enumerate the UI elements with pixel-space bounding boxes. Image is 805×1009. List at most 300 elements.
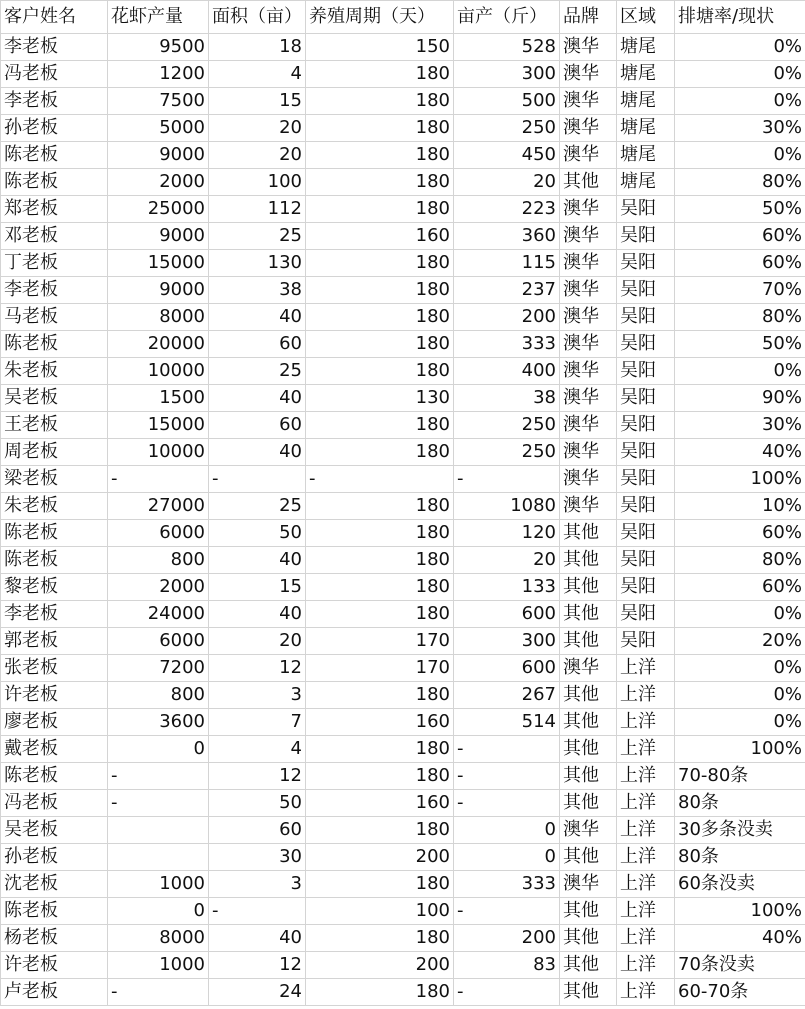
table-cell[interactable]: 500 (454, 88, 560, 115)
table-cell[interactable]: 800 (108, 682, 209, 709)
table-cell[interactable]: 吴阳 (617, 520, 675, 547)
table-cell[interactable]: 0% (675, 88, 805, 115)
table-cell[interactable]: 80% (675, 547, 805, 574)
table-cell[interactable]: 上洋 (617, 925, 675, 952)
table-cell[interactable]: 丁老板 (1, 250, 108, 277)
column-header-2[interactable]: 面积（亩） (209, 1, 306, 34)
table-cell[interactable]: 其他 (560, 628, 617, 655)
table-cell[interactable]: 12 (209, 952, 306, 979)
table-row (1, 61, 805, 88)
table-cell[interactable]: 上洋 (617, 709, 675, 736)
table-cell[interactable]: 30% (675, 412, 805, 439)
table-cell[interactable]: 吴阳 (617, 547, 675, 574)
table-cell[interactable]: 600 (454, 601, 560, 628)
column-header-6[interactable]: 区域 (617, 1, 675, 34)
table-cell[interactable]: 83 (454, 952, 560, 979)
table-cell[interactable]: 40% (675, 439, 805, 466)
table-cell[interactable]: 180 (306, 331, 454, 358)
table-cell[interactable]: 澳华 (560, 385, 617, 412)
table-cell[interactable]: 50% (675, 331, 805, 358)
table-cell[interactable]: 其他 (560, 169, 617, 196)
table-cell[interactable]: 180 (306, 142, 454, 169)
table-cell[interactable]: 180 (306, 763, 454, 790)
table-cell[interactable]: 40% (675, 925, 805, 952)
table-cell[interactable]: 其他 (560, 520, 617, 547)
table-cell[interactable]: 陈老板 (1, 898, 108, 925)
table-cell[interactable]: 250 (454, 412, 560, 439)
table-cell[interactable]: 12 (209, 655, 306, 682)
table-cell[interactable]: 80条 (675, 790, 805, 817)
table-cell[interactable]: 180 (306, 520, 454, 547)
table-cell[interactable]: 150 (306, 34, 454, 61)
column-header-5[interactable]: 品牌 (560, 1, 617, 34)
table-cell[interactable]: 其他 (560, 709, 617, 736)
table-cell[interactable]: 塘尾 (617, 88, 675, 115)
table-cell[interactable]: 吴阳 (617, 385, 675, 412)
table-cell[interactable]: 20 (454, 169, 560, 196)
table-cell[interactable]: 澳华 (560, 358, 617, 385)
table-cell[interactable]: 100 (209, 169, 306, 196)
table-cell[interactable]: 100% (675, 466, 805, 493)
table-cell[interactable]: 0 (454, 817, 560, 844)
table-cell[interactable]: 李老板 (1, 34, 108, 61)
table-cell[interactable]: 李老板 (1, 88, 108, 115)
table-cell[interactable]: 400 (454, 358, 560, 385)
table-cell[interactable]: 吴阳 (617, 223, 675, 250)
table-cell[interactable]: 1080 (454, 493, 560, 520)
table-cell[interactable]: 陈老板 (1, 169, 108, 196)
column-header-4[interactable]: 亩产（斤） (454, 1, 560, 34)
table-cell[interactable]: 60% (675, 520, 805, 547)
table-cell[interactable]: 其他 (560, 844, 617, 871)
table-cell[interactable]: 100% (675, 898, 805, 925)
table-cell[interactable]: 18 (209, 34, 306, 61)
table-cell[interactable]: 27000 (108, 493, 209, 520)
table-cell[interactable]: 40 (209, 925, 306, 952)
table-cell[interactable]: 200 (306, 952, 454, 979)
table-cell[interactable]: 卢老板 (1, 979, 108, 1006)
table-cell[interactable]: 180 (306, 304, 454, 331)
table-cell[interactable]: 25 (209, 493, 306, 520)
table-cell[interactable]: 其他 (560, 601, 617, 628)
table-cell[interactable]: 0% (675, 358, 805, 385)
table-cell[interactable]: 1000 (108, 952, 209, 979)
table-cell[interactable]: - (108, 979, 209, 1006)
table-cell[interactable]: 180 (306, 277, 454, 304)
table-cell[interactable]: - (454, 790, 560, 817)
table-cell[interactable]: 澳华 (560, 304, 617, 331)
table-cell[interactable]: 7500 (108, 88, 209, 115)
table-cell[interactable]: 60 (209, 331, 306, 358)
table-cell[interactable]: 李老板 (1, 601, 108, 628)
table-cell[interactable]: 廖老板 (1, 709, 108, 736)
table-cell[interactable]: 24 (209, 979, 306, 1006)
table-cell[interactable]: 孙老板 (1, 115, 108, 142)
table-row (1, 871, 805, 898)
table-cell[interactable]: 许老板 (1, 952, 108, 979)
table-cell[interactable]: 60-70条 (675, 979, 805, 1006)
table-cell[interactable]: 0 (108, 898, 209, 925)
table-cell[interactable]: 120 (454, 520, 560, 547)
table-cell[interactable]: 800 (108, 547, 209, 574)
table-cell[interactable]: 80% (675, 169, 805, 196)
table-cell[interactable]: 澳华 (560, 115, 617, 142)
table-cell[interactable]: 160 (306, 223, 454, 250)
table-cell[interactable]: 0% (675, 682, 805, 709)
table-cell[interactable]: 澳华 (560, 223, 617, 250)
table-cell[interactable]: 上洋 (617, 682, 675, 709)
table-cell[interactable]: - (454, 763, 560, 790)
table-cell[interactable]: 黎老板 (1, 574, 108, 601)
column-header-0[interactable]: 客户姓名 (1, 1, 108, 34)
table-cell[interactable]: 200 (306, 844, 454, 871)
table-cell[interactable]: 梁老板 (1, 466, 108, 493)
table-cell[interactable]: 上洋 (617, 655, 675, 682)
table-cell[interactable]: 70-80条 (675, 763, 805, 790)
table-cell[interactable]: 180 (306, 574, 454, 601)
table-cell[interactable]: 朱老板 (1, 358, 108, 385)
table-cell[interactable]: 5000 (108, 115, 209, 142)
table-cell[interactable]: 塘尾 (617, 169, 675, 196)
table-cell[interactable]: 170 (306, 628, 454, 655)
table-cell[interactable]: 180 (306, 196, 454, 223)
table-cell[interactable]: 200 (454, 925, 560, 952)
table-cell[interactable]: 上洋 (617, 790, 675, 817)
table-cell[interactable]: 上洋 (617, 898, 675, 925)
table-cell[interactable]: 9000 (108, 277, 209, 304)
table-cell[interactable]: 吴老板 (1, 817, 108, 844)
table-cell[interactable]: 0% (675, 601, 805, 628)
table-cell[interactable]: 周老板 (1, 439, 108, 466)
table-cell[interactable]: 其他 (560, 952, 617, 979)
table-cell[interactable]: 塘尾 (617, 61, 675, 88)
table-cell[interactable]: 12 (209, 763, 306, 790)
table-cell[interactable]: 上洋 (617, 979, 675, 1006)
table-cell[interactable]: - (306, 466, 454, 493)
table-cell[interactable]: 4 (209, 61, 306, 88)
table-cell[interactable]: 4 (209, 736, 306, 763)
table-cell[interactable]: 塘尾 (617, 142, 675, 169)
table-cell[interactable]: 170 (306, 655, 454, 682)
table-cell[interactable]: 180 (306, 88, 454, 115)
table-cell[interactable]: 160 (306, 709, 454, 736)
table-cell[interactable]: 其他 (560, 979, 617, 1006)
table-cell[interactable]: 其他 (560, 790, 617, 817)
table-cell[interactable]: 180 (306, 736, 454, 763)
table-cell[interactable]: 25 (209, 223, 306, 250)
table-cell[interactable]: 其他 (560, 736, 617, 763)
table-cell[interactable]: 吴阳 (617, 358, 675, 385)
table-cell[interactable]: 38 (454, 385, 560, 412)
table-cell[interactable]: 180 (306, 871, 454, 898)
table-cell[interactable]: 0 (454, 844, 560, 871)
table-cell[interactable]: 15000 (108, 412, 209, 439)
table-cell[interactable]: - (454, 736, 560, 763)
table-cell[interactable]: 杨老板 (1, 925, 108, 952)
table-cell[interactable]: 3 (209, 871, 306, 898)
table-cell[interactable]: 130 (209, 250, 306, 277)
table-cell[interactable]: 上洋 (617, 871, 675, 898)
table-cell[interactable]: 70% (675, 277, 805, 304)
table-cell[interactable]: 180 (306, 412, 454, 439)
table-cell[interactable]: 30多条没卖 (675, 817, 805, 844)
table-cell[interactable]: 130 (306, 385, 454, 412)
table-row (1, 196, 805, 223)
table-cell[interactable]: 2000 (108, 574, 209, 601)
table-cell[interactable]: 吴阳 (617, 493, 675, 520)
table-cell[interactable]: 上洋 (617, 736, 675, 763)
table-cell[interactable]: - (108, 790, 209, 817)
table-cell[interactable]: 吴阳 (617, 196, 675, 223)
table-cell[interactable]: 吴阳 (617, 601, 675, 628)
table-cell[interactable]: 60 (209, 817, 306, 844)
table-cell[interactable]: 其他 (560, 682, 617, 709)
table-cell[interactable]: 许老板 (1, 682, 108, 709)
table-cell[interactable]: 250 (454, 115, 560, 142)
table-cell[interactable]: 1000 (108, 871, 209, 898)
table-cell[interactable]: 吴阳 (617, 277, 675, 304)
table-cell[interactable]: 吴阳 (617, 466, 675, 493)
table-cell[interactable]: 吴阳 (617, 439, 675, 466)
table-cell[interactable]: 300 (454, 61, 560, 88)
table-cell[interactable]: 200 (454, 304, 560, 331)
table-row (1, 898, 805, 925)
table-cell[interactable]: 250 (454, 439, 560, 466)
table-cell[interactable]: 澳华 (560, 655, 617, 682)
table-cell[interactable]: 沈老板 (1, 871, 108, 898)
table-cell[interactable]: 7200 (108, 655, 209, 682)
table-cell[interactable]: 澳华 (560, 34, 617, 61)
table-cell[interactable]: 8000 (108, 925, 209, 952)
table-cell[interactable]: 朱老板 (1, 493, 108, 520)
table-cell[interactable]: 澳华 (560, 277, 617, 304)
table-cell[interactable]: 450 (454, 142, 560, 169)
table-cell[interactable]: 其他 (560, 763, 617, 790)
table-cell[interactable]: 吴阳 (617, 628, 675, 655)
table-cell[interactable]: 60 (209, 412, 306, 439)
table-cell[interactable]: - (209, 898, 306, 925)
table-cell[interactable]: 50 (209, 520, 306, 547)
table-cell[interactable]: 孙老板 (1, 844, 108, 871)
table-cell[interactable]: 塘尾 (617, 34, 675, 61)
table-cell[interactable]: 1200 (108, 61, 209, 88)
table-cell[interactable]: 60% (675, 223, 805, 250)
table-cell[interactable]: 0% (675, 142, 805, 169)
table-cell[interactable]: 其他 (560, 547, 617, 574)
table-cell[interactable]: 8000 (108, 304, 209, 331)
table-cell[interactable] (108, 844, 209, 871)
table-cell[interactable]: 0 (108, 736, 209, 763)
table-cell[interactable]: 180 (306, 547, 454, 574)
table-cell[interactable]: - (108, 466, 209, 493)
table-cell[interactable]: 15 (209, 88, 306, 115)
table-cell[interactable]: 澳华 (560, 196, 617, 223)
table-cell[interactable]: 上洋 (617, 952, 675, 979)
table-cell[interactable]: 10000 (108, 358, 209, 385)
table-cell[interactable]: 6000 (108, 628, 209, 655)
table-cell[interactable]: 50 (209, 790, 306, 817)
table-cell[interactable]: 40 (209, 304, 306, 331)
table-cell[interactable]: 冯老板 (1, 61, 108, 88)
table-cell[interactable]: 0% (675, 655, 805, 682)
table-cell[interactable]: 180 (306, 817, 454, 844)
table-cell[interactable]: 邓老板 (1, 223, 108, 250)
table-cell[interactable]: 王老板 (1, 412, 108, 439)
table-cell[interactable]: 0% (675, 61, 805, 88)
table-cell[interactable]: 514 (454, 709, 560, 736)
table-cell[interactable]: 30 (209, 844, 306, 871)
table-cell[interactable] (108, 817, 209, 844)
table-cell[interactable]: 160 (306, 790, 454, 817)
table-cell[interactable]: 上洋 (617, 763, 675, 790)
table-cell[interactable]: 528 (454, 34, 560, 61)
table-cell[interactable]: 吴阳 (617, 574, 675, 601)
table-cell[interactable]: 6000 (108, 520, 209, 547)
table-cell[interactable]: 40 (209, 601, 306, 628)
table-cell[interactable]: 20 (454, 547, 560, 574)
table-cell[interactable]: 15000 (108, 250, 209, 277)
table-cell[interactable]: 180 (306, 115, 454, 142)
table-cell[interactable]: 267 (454, 682, 560, 709)
column-header-7[interactable]: 排塘率/现状 (675, 1, 805, 34)
table-cell[interactable]: 塘尾 (617, 115, 675, 142)
table-cell[interactable]: - (454, 898, 560, 925)
table-cell[interactable]: 陈老板 (1, 142, 108, 169)
table-cell[interactable]: 180 (306, 682, 454, 709)
table-cell[interactable]: 9000 (108, 223, 209, 250)
table-cell[interactable]: 60% (675, 574, 805, 601)
table-cell[interactable]: 9500 (108, 34, 209, 61)
table-cell[interactable]: 600 (454, 655, 560, 682)
table-cell[interactable]: 100% (675, 736, 805, 763)
table-cell[interactable]: 戴老板 (1, 736, 108, 763)
table-cell[interactable]: 吴阳 (617, 412, 675, 439)
table-cell[interactable]: - (209, 466, 306, 493)
table-cell[interactable]: 180 (306, 169, 454, 196)
table-cell[interactable]: 上洋 (617, 817, 675, 844)
table-cell[interactable]: 20 (209, 142, 306, 169)
table-cell[interactable]: 180 (306, 250, 454, 277)
table-cell[interactable]: 澳华 (560, 331, 617, 358)
table-cell[interactable]: 澳华 (560, 142, 617, 169)
table-cell[interactable]: 1500 (108, 385, 209, 412)
table-cell[interactable]: 李老板 (1, 277, 108, 304)
table-cell[interactable]: 陈老板 (1, 520, 108, 547)
table-cell[interactable]: 40 (209, 385, 306, 412)
table-cell[interactable]: 3 (209, 682, 306, 709)
table-cell[interactable]: 90% (675, 385, 805, 412)
table-cell[interactable]: 80% (675, 304, 805, 331)
table-cell[interactable]: 10000 (108, 439, 209, 466)
table-cell[interactable]: 300 (454, 628, 560, 655)
table-cell[interactable]: 180 (306, 61, 454, 88)
table-cell[interactable]: 180 (306, 493, 454, 520)
table-cell[interactable]: 20 (209, 115, 306, 142)
table-cell[interactable]: 张老板 (1, 655, 108, 682)
table-cell[interactable]: 上洋 (617, 844, 675, 871)
table-cell[interactable]: 223 (454, 196, 560, 223)
table-cell[interactable]: 澳华 (560, 250, 617, 277)
table-cell[interactable]: 60% (675, 250, 805, 277)
table-cell[interactable]: 60条没卖 (675, 871, 805, 898)
table-cell[interactable]: 陈老板 (1, 763, 108, 790)
table-cell[interactable]: 50% (675, 196, 805, 223)
table-cell[interactable]: 2000 (108, 169, 209, 196)
table-cell[interactable]: 40 (209, 547, 306, 574)
table-cell[interactable]: 澳华 (560, 88, 617, 115)
table-cell[interactable]: 24000 (108, 601, 209, 628)
table-cell[interactable]: - (454, 466, 560, 493)
table-cell[interactable]: 38 (209, 277, 306, 304)
table-cell[interactable]: 澳华 (560, 466, 617, 493)
table-cell[interactable]: 40 (209, 439, 306, 466)
table-cell[interactable]: 澳华 (560, 412, 617, 439)
table-cell[interactable]: 马老板 (1, 304, 108, 331)
table-cell[interactable]: 9000 (108, 142, 209, 169)
table-cell[interactable]: 澳华 (560, 493, 617, 520)
table-cell[interactable]: 10% (675, 493, 805, 520)
table-cell[interactable]: 25 (209, 358, 306, 385)
table-cell[interactable]: 15 (209, 574, 306, 601)
table-cell[interactable]: 0% (675, 709, 805, 736)
table-cell[interactable]: 133 (454, 574, 560, 601)
table-cell[interactable]: 333 (454, 331, 560, 358)
table-cell[interactable]: 7 (209, 709, 306, 736)
table-cell[interactable]: 陈老板 (1, 331, 108, 358)
column-header-1[interactable]: 花虾产量 (108, 1, 209, 34)
table-cell[interactable]: - (108, 763, 209, 790)
column-header-3[interactable]: 养殖周期（天） (306, 1, 454, 34)
table-cell[interactable]: 180 (306, 358, 454, 385)
table-cell[interactable]: 115 (454, 250, 560, 277)
table-cell[interactable]: 20000 (108, 331, 209, 358)
table-cell[interactable]: 澳华 (560, 871, 617, 898)
table-cell[interactable]: 其他 (560, 574, 617, 601)
table-cell[interactable]: 20 (209, 628, 306, 655)
table-cell[interactable]: 112 (209, 196, 306, 223)
table-cell[interactable]: 25000 (108, 196, 209, 223)
table-cell[interactable]: 澳华 (560, 817, 617, 844)
table-cell[interactable]: 其他 (560, 898, 617, 925)
table-cell[interactable]: 360 (454, 223, 560, 250)
table-cell[interactable]: 澳华 (560, 61, 617, 88)
table-cell[interactable]: 100 (306, 898, 454, 925)
table-cell[interactable]: 70条没卖 (675, 952, 805, 979)
table-cell[interactable]: 吴阳 (617, 331, 675, 358)
table-cell[interactable]: 其他 (560, 925, 617, 952)
table-cell[interactable]: 180 (306, 601, 454, 628)
table-cell[interactable]: 吴阳 (617, 250, 675, 277)
table-cell[interactable]: 180 (306, 439, 454, 466)
table-cell[interactable]: - (454, 979, 560, 1006)
table-cell[interactable]: 180 (306, 925, 454, 952)
table-cell[interactable]: 澳华 (560, 439, 617, 466)
table-cell[interactable]: 0% (675, 34, 805, 61)
table-cell[interactable]: 20% (675, 628, 805, 655)
table-cell[interactable]: 180 (306, 979, 454, 1006)
table-cell[interactable]: 郑老板 (1, 196, 108, 223)
table-cell[interactable]: 3600 (108, 709, 209, 736)
table-cell[interactable]: 237 (454, 277, 560, 304)
table-cell[interactable]: 30% (675, 115, 805, 142)
table-cell[interactable]: 吴阳 (617, 304, 675, 331)
table-cell[interactable]: 80条 (675, 844, 805, 871)
table-cell[interactable]: 吴老板 (1, 385, 108, 412)
table-cell[interactable]: 冯老板 (1, 790, 108, 817)
table-cell[interactable]: 陈老板 (1, 547, 108, 574)
table-cell[interactable]: 郭老板 (1, 628, 108, 655)
table-cell[interactable]: 333 (454, 871, 560, 898)
